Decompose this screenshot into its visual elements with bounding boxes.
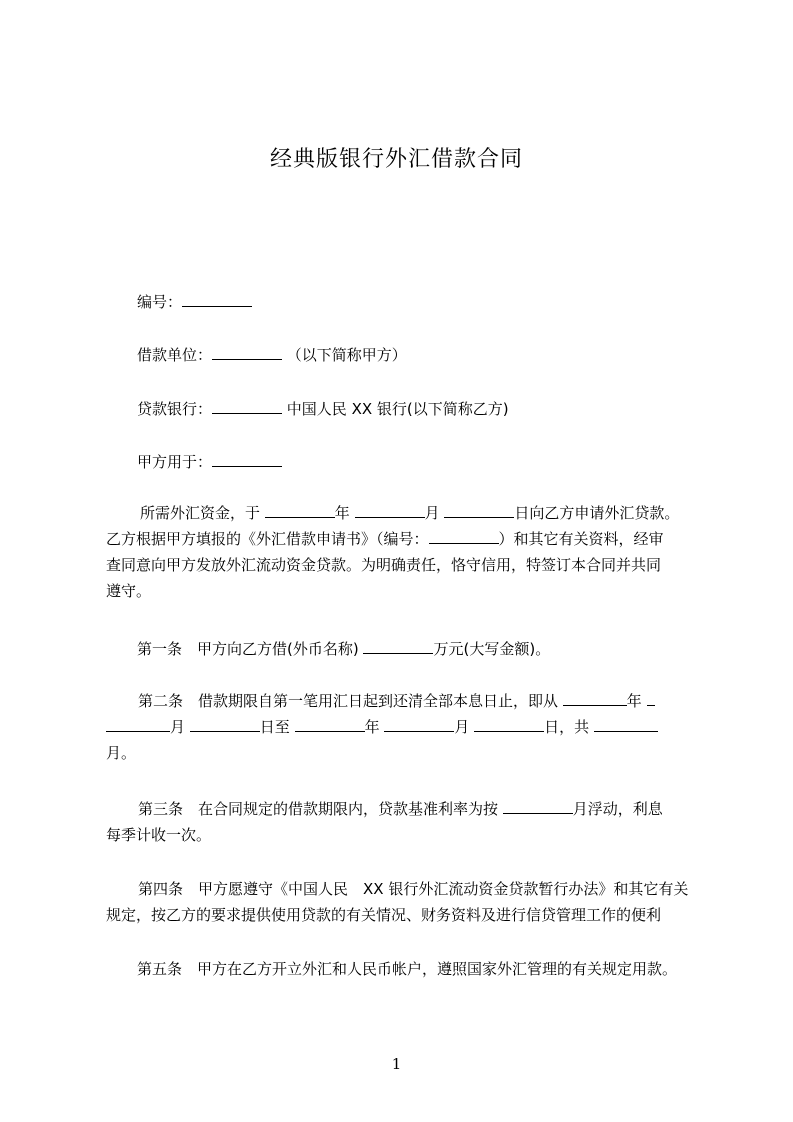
article-2-text: 日至	[259, 718, 295, 736]
article-2-line-1	[106, 688, 658, 714]
article-2	[106, 688, 658, 766]
article-3-text: 月浮动，利息	[572, 800, 663, 818]
article-5-text: 第五条 甲方在乙方开立外汇和人民币帐户，遵照国家外汇管理的有关规定用款。	[137, 960, 678, 978]
borrower-blank[interactable]	[212, 345, 282, 360]
article-2-line-2	[106, 714, 658, 740]
lender-blank[interactable]	[212, 399, 282, 414]
article-2-text: 年	[364, 718, 385, 736]
page-number: 1	[391, 1055, 402, 1073]
intro-line-3: 查同意向甲方发放外汇流动资金贷款。为明确责任，恪守信用，特签订本合同并共同	[106, 556, 662, 574]
total-months-blank[interactable]	[594, 717, 658, 732]
article-2-text: 月	[454, 718, 475, 736]
loan-amount-blank[interactable]	[363, 639, 433, 654]
article-3	[106, 796, 663, 848]
intro-paragraph	[106, 500, 679, 604]
intro-line-1	[106, 500, 679, 526]
purpose-label: 甲方用于：	[137, 453, 213, 471]
lender-line	[137, 399, 509, 419]
article-2-text: 月	[170, 718, 190, 736]
purpose-blank[interactable]	[212, 452, 282, 467]
article-3-line-2: 每季计收一次。	[106, 826, 212, 844]
application-number-blank[interactable]	[429, 529, 499, 544]
article-4	[106, 876, 688, 928]
start-month-blank[interactable]	[106, 717, 170, 732]
borrower-suffix: （以下简称甲方）	[286, 346, 407, 364]
apply-day-blank[interactable]	[444, 503, 514, 518]
article-1	[137, 639, 550, 659]
apply-year-blank[interactable]	[265, 503, 335, 518]
start-day-blank[interactable]	[190, 717, 260, 732]
end-month-blank[interactable]	[384, 717, 454, 732]
article-1-text: 万元(大写金额)。	[433, 640, 551, 658]
contract-number-line	[137, 292, 252, 312]
intro-line-2	[106, 526, 679, 552]
contract-number-blank[interactable]	[182, 292, 252, 307]
intro-text: 月	[424, 504, 445, 522]
article-3-text: 第三条 在合同规定的借款期限内，贷款基准利率为按	[138, 800, 503, 818]
start-year-blank[interactable]	[563, 691, 627, 706]
article-2-line-3: 月。	[106, 744, 137, 762]
article-2-text: 日，共	[544, 718, 594, 736]
article-2-text: 年	[626, 692, 647, 710]
rate-period-blank[interactable]	[503, 799, 573, 814]
end-day-blank[interactable]	[474, 717, 544, 732]
article-5	[137, 959, 677, 979]
article-3-line-1	[106, 796, 663, 822]
intro-text: ）和其它有关资料，经审	[498, 530, 664, 548]
article-1-text: 第一条 甲方向乙方借(外币名称)	[137, 640, 364, 658]
start-month-blank-part[interactable]	[647, 691, 655, 706]
lender-suffix: 中国人民 XX 银行(以下简称乙方)	[286, 400, 509, 418]
purpose-line	[137, 452, 282, 472]
apply-month-blank[interactable]	[355, 503, 425, 518]
intro-text: 日向乙方申请外汇贷款。	[514, 504, 680, 522]
borrower-line	[137, 345, 407, 365]
document-title: 经典版银行外汇借款合同	[269, 147, 523, 172]
intro-text: 所需外汇资金，于	[140, 504, 265, 522]
article-4-line-2: 规定，按乙方的要求提供使用贷款的有关情况、财务资料及进行信贷管理工作的便利	[106, 906, 662, 924]
contract-number-label: 编号：	[137, 293, 183, 311]
lender-label: 贷款银行：	[137, 400, 213, 418]
intro-text: 乙方根据甲方填报的《外汇借款申请书》（编号：	[106, 530, 429, 548]
intro-text: 年	[334, 504, 355, 522]
end-year-blank[interactable]	[295, 717, 365, 732]
borrower-label: 借款单位：	[137, 346, 213, 364]
intro-line-4: 遵守。	[106, 582, 152, 600]
article-2-text: 第二条 借款期限自第一笔用汇日起到还清全部本息日止，即从	[138, 692, 563, 710]
article-4-line-1: 第四条 甲方愿遵守《中国人民 XX 银行外汇流动资金贷款暂行办法》和其它有关	[138, 880, 689, 898]
